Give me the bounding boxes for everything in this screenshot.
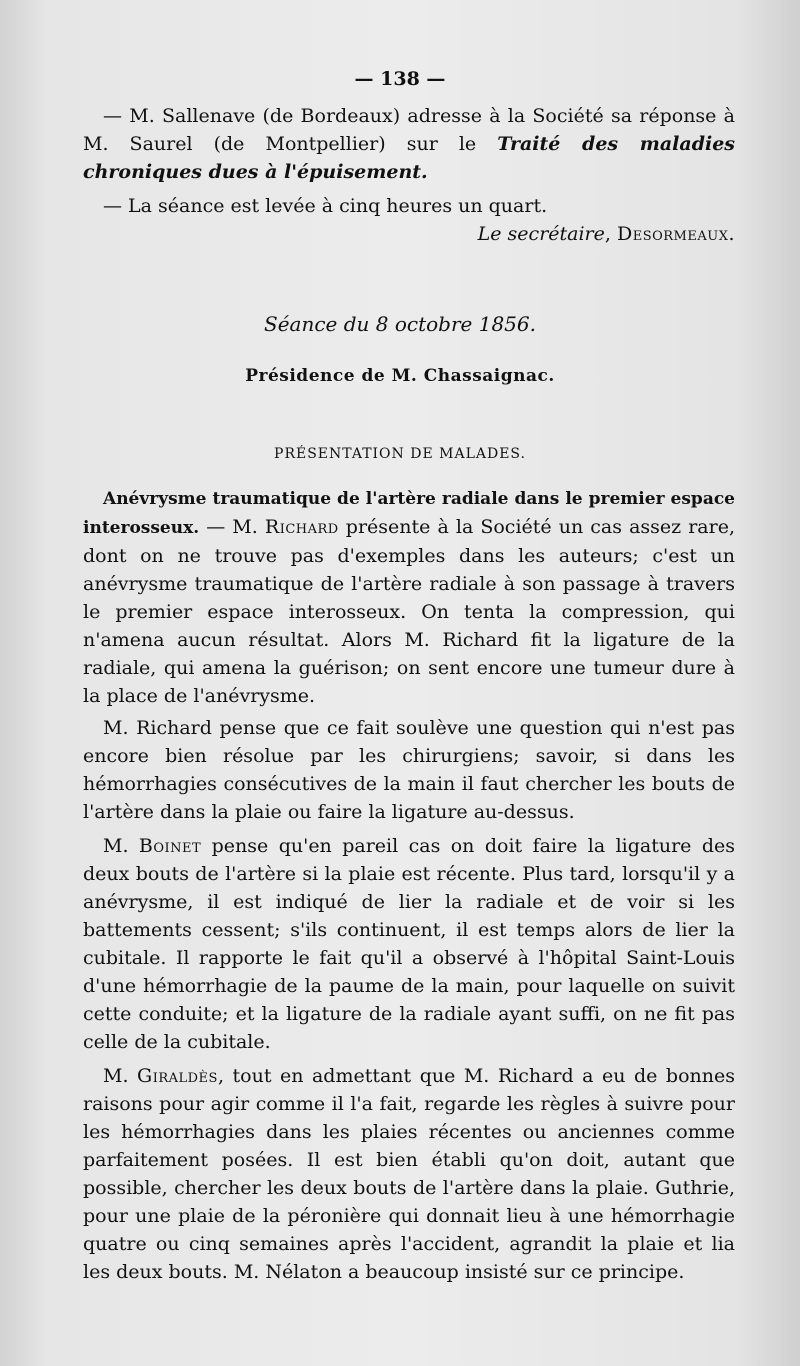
boinet-paragraph: M. Boinet pense qu'en pareil cas on doit faire la ligature des deux bouts de l'artère si la plaie est récente. Plus tard, lorsqu'il y a anévrysme, il est indiqué de lier la radiale et de voir si les battements cessent; s'ils continuent, il est temps alors de lier la cubitale. Il rapporte le fait qu'il a observé à l'hôpital Saint-Louis d'une hémorrhagie de la paume de la main, pour laquelle on suivit cette conduite; et la ligature de la radiale ayant suffi, on ne fit pas celle de la cubitale.: [83, 835, 735, 1053]
session-title: Séance du 8 octobre 1856.: [264, 312, 536, 336]
case-title: Anévrysme traumatique de l'artère radiale dans le premier espace interosseux.: [83, 489, 735, 538]
case-body: présente à la Société un cas assez rare, dont on ne trouve pas d'exemples dans les auteurs; c'est un anévrysme traumatique de l'artère radiale à son passage à travers le premier espace interosseux. On tenta la compression, qui n'amena aucun résultat. Alors M. Richard fit la ligature de la radiale, qui amena la guérison; on sent encore une tumeur dure à la place de l'anévrysme.: [83, 516, 735, 707]
section-heading: PRÉSENTATION DE MALADES.: [274, 446, 526, 462]
giraldes-text: , tout en admettant que M. Richard a eu de bonnes raisons pour agir comme il l'a fait, regarde les règles à suivre pour les hémorrhagies dans les plaies récentes ou anciennes comme parfaitement posées. Il est bien établi qu'on doit, autant que possible, chercher les deux bouts de l'artère dans la plaie. Guthrie, pour une plaie de la péronière qui donnait lieu à une hémorrhagie quatre ou cinq semaines après l'accident, agrandit la plaie et lia les deux bouts. M. Nélaton a beaucoup insisté sur ce principe.: [83, 1065, 735, 1283]
secretary-signature: Le secrétaire, Desormeaux.: [477, 223, 735, 245]
page-number: — 138 —: [354, 68, 446, 90]
giraldes-name: Giraldès: [137, 1065, 218, 1087]
giraldes-paragraph: M. Giraldès, tout en admettant que M. Richard a eu de bonnes raisons pour agir comme il l'a fait, regarde les règles à suivre pour les hémorrhagies dans les plaies récentes ou anciennes comme parfaitement posées. Il est bien établi qu'on doit, autant que possible, chercher les deux bouts de l'artère dans la plaie. Guthrie, pour une plaie de la péronière qui donnait lieu à une hémorrhagie quatre ou cinq semaines après l'accident, agrandit la plaie et lia les deux bouts. M. Nélaton a beaucoup insisté sur ce principe.: [83, 1065, 735, 1283]
boinet-name: Boinet: [138, 835, 202, 857]
opening-notes: [83, 102, 735, 248]
presenter-name: Richard: [264, 516, 339, 538]
treatise-title: Traité des maladies chroniques dues à l'épuisement.: [83, 133, 735, 183]
sallenave-text: — M. Sallenave (de Bordeaux) adresse à la Société sa réponse à M. Saurel (de Montpellier) sur le: [83, 105, 735, 155]
adjournment-paragraph: — La séance est levée à cinq heures un quart.: [103, 195, 548, 217]
richard-paragraph: M. Richard pense que ce fait soulève une question qui n'est pas encore bien résolue par les chirurgiens; savoir, si dans les hémorrhagies consécutives de la main il faut chercher les bouts de l'artère dans la plaie ou faire la ligature au-dessus.: [83, 717, 735, 823]
boinet-text: pense qu'en pareil cas on doit faire la ligature des deux bouts de l'artère si la plaie est récente. Plus tard, lorsqu'il y a anévrysme, il est indiqué de lier la radiale et de voir si les battements cessent; s'ils continuent, il est temps alors de lier la cubitale. Il rapporte le fait qu'il a observé à l'hôpital Saint-Louis d'une hémorrhagie de la paume de la main, pour laquelle on suivit cette conduite; et la ligature de la radiale ayant suffi, on ne fit pas celle de la cubitale.: [83, 835, 735, 1053]
secretary-name: Desormeaux.: [616, 223, 735, 245]
main-text: [83, 484, 735, 1286]
sallenave-paragraph: [83, 102, 735, 186]
case-paragraph: Anévrysme traumatique de l'artère radiale dans le premier espace interosseux. — M. Richard présente à la Société un cas assez rare, dont on ne trouve pas d'exemples dans les auteurs; c'est un anévrysme traumatique de l'artère radiale à son passage à travers le premier espace interosseux. On tenta la compression, qui n'amena aucun résultat. Alors M. Richard fit la ligature de la radiale, qui amena la guérison; on sent encore une tumeur dure à la place de l'anévrysme.: [83, 489, 735, 707]
secretary-role: Le secrétaire: [477, 223, 605, 245]
presidency-line: Présidence de M. Chassaignac.: [245, 366, 555, 386]
